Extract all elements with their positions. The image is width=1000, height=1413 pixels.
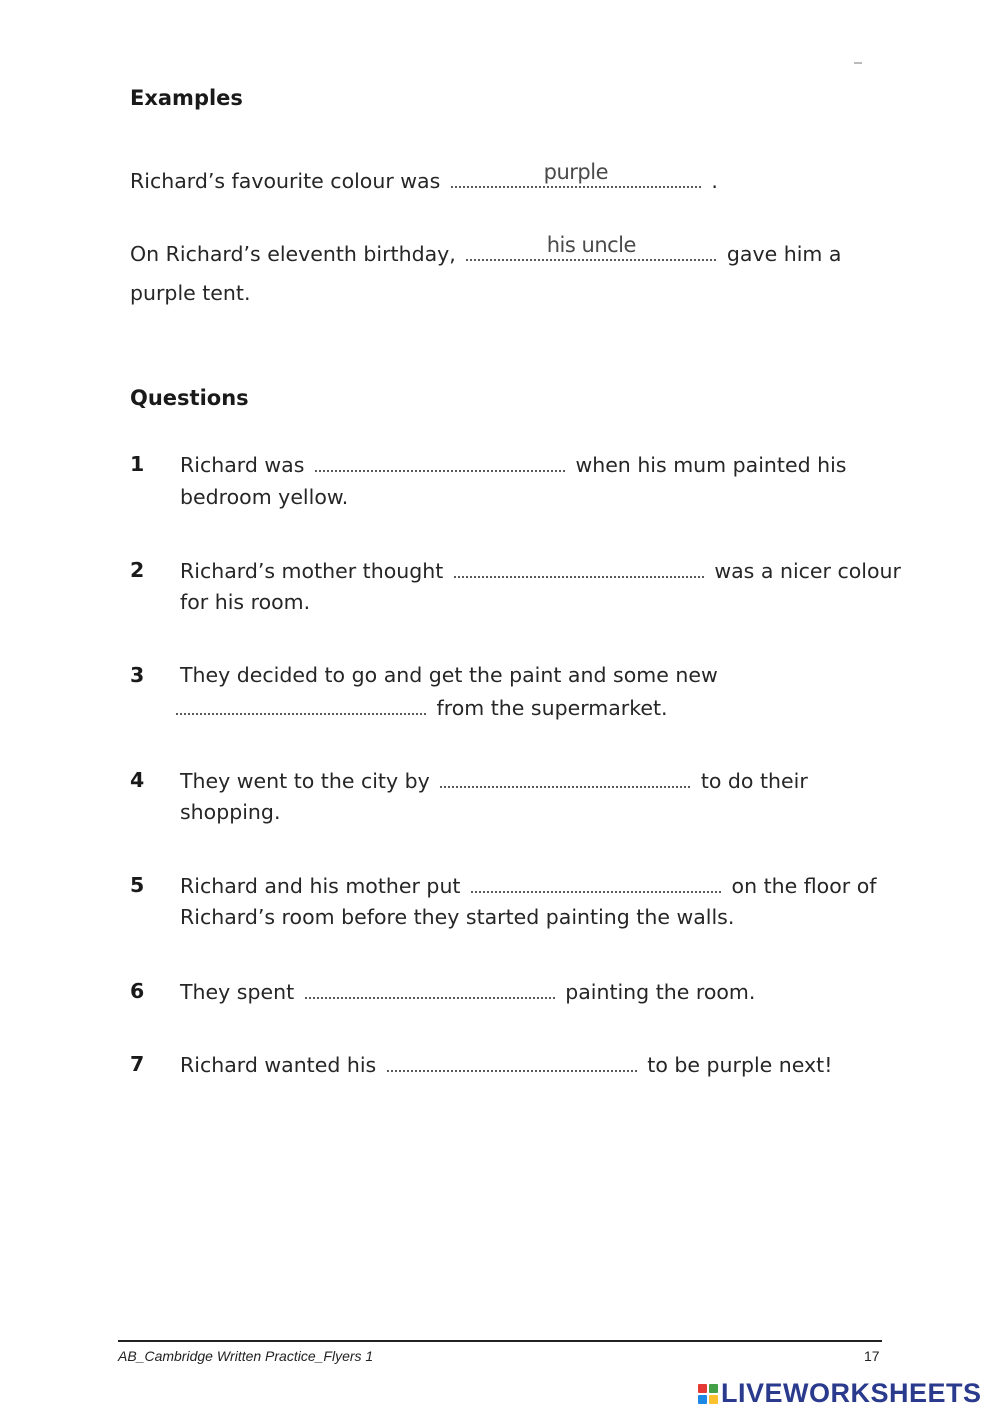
question-6 [180,979,755,1004]
question-7-answer-blank[interactable] [387,1052,637,1072]
question-4-answer-blank[interactable] [440,768,690,788]
question-4 [180,768,808,793]
question-7-text-before: Richard wanted his [180,1053,377,1077]
question-5 [180,873,876,898]
examples-heading: Examples [130,86,243,110]
logo-square-green [709,1384,718,1393]
question-6-answer-blank[interactable] [305,979,555,999]
example-2-text-after: gave him a [726,242,842,266]
example-2 [130,233,842,266]
question-6-text-before: They spent [180,980,295,1004]
example-1-text-after: . [711,169,718,193]
question-1-text-after: when his mum painted his [575,453,847,477]
example-2-line-2: purple tent. [130,281,251,305]
example-1 [130,160,718,193]
question-2-text-after: was a nicer colour [714,559,901,583]
question-1-line-2: bedroom yellow. [180,485,349,509]
question-1-answer-blank[interactable] [315,452,565,472]
questions-heading: Questions [130,386,249,410]
example-2-blank [466,233,716,261]
question-4-text-before: They went to the city by [180,769,430,793]
liveworksheets-logo[interactable] [698,1378,982,1409]
question-1-text-before: Richard was [180,453,305,477]
logo-square-red [698,1384,707,1393]
question-7-text-after: to be purple next! [647,1053,833,1077]
question-3-number: 3 [130,663,145,687]
question-4-line-2: shopping. [180,800,281,824]
scan-mark [854,62,862,64]
question-2-number: 2 [130,558,145,582]
example-2-answer: his uncle [546,233,636,257]
question-3-line-2 [176,695,668,720]
liveworksheets-logo-text: LIVEWORKSHEETS [721,1378,982,1408]
page-number: 17 [864,1348,880,1364]
logo-square-yellow [709,1395,718,1404]
question-3-text-after: from the supermarket. [436,696,668,720]
question-6-number: 6 [130,979,145,1003]
question-6-text-after: painting the room. [565,980,756,1004]
question-1 [180,452,846,477]
question-7 [180,1052,832,1077]
question-5-line-2: Richard’s room before they started painting the walls. [180,905,735,929]
question-2-text-before: Richard’s mother thought [180,559,444,583]
question-4-text-after: to do their [700,769,808,793]
question-4-number: 4 [130,768,145,792]
logo-square-blue [698,1395,707,1404]
question-7-number: 7 [130,1052,145,1076]
question-3-line-1: They decided to go and get the paint and some new [180,663,718,687]
question-3-answer-blank[interactable] [176,695,426,715]
footer-source: AB_Cambridge Written Practice_Flyers 1 [118,1348,374,1364]
question-2-line-2: for his room. [180,590,311,614]
question-5-answer-blank[interactable] [471,873,721,893]
question-5-text-after: on the floor of [731,874,877,898]
example-2-text-before: On Richard’s eleventh birthday, [130,242,456,266]
question-5-text-before: Richard and his mother put [180,874,461,898]
example-1-answer: purple [543,160,608,184]
liveworksheets-logo-icon [698,1384,718,1404]
question-2-answer-blank[interactable] [454,558,704,578]
example-1-blank [451,160,701,188]
footer-divider [118,1340,882,1342]
question-5-number: 5 [130,873,145,897]
question-1-number: 1 [130,452,145,476]
example-1-text-before: Richard’s favourite colour was [130,169,441,193]
question-2 [180,558,901,583]
